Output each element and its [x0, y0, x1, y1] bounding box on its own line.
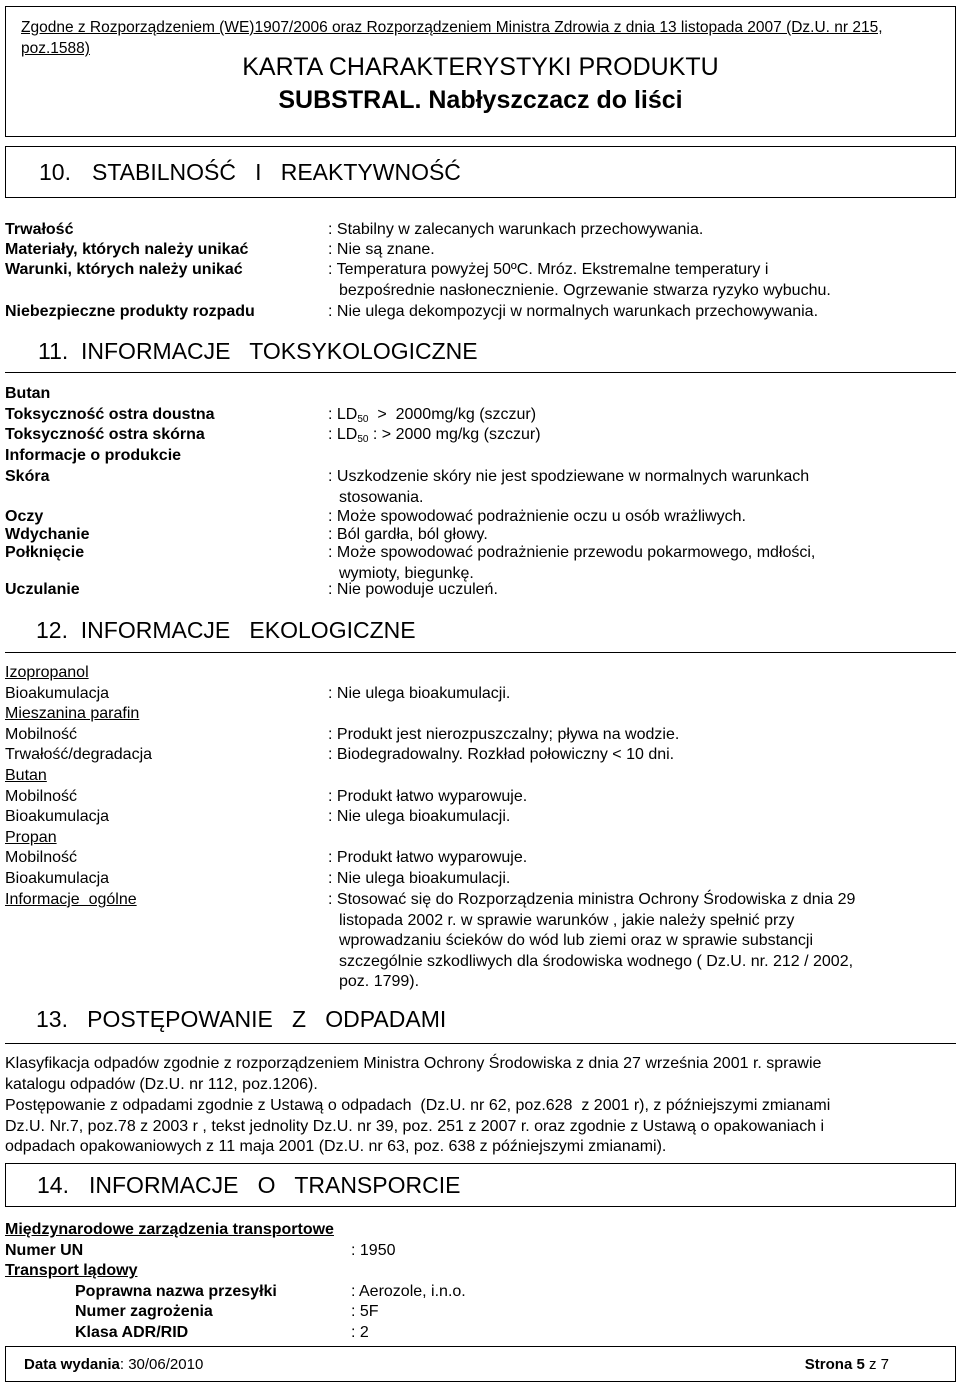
section-13-rule [5, 1043, 956, 1044]
s13-waste-handling: Postępowanie z odpadami zgodnie z Ustawą o odpadach (Dz.U. nr 62, poz.628 z 2001 r), z późniejszymi zmianami Dz.U. Nr.7, poz.78 z 2003 r , tekst jednolity Dz.U. nr 39, poz. 251 z 2007 r. oraz zgodnie z Ustawą o opakowaniach i odpadach opakowaniowych z 11 maja 2001 (Dz.U. nr 63, poz. 638 z późniejszymi zmianami). [5, 1097, 831, 1155]
page-number: Strona 5 z 7 [804, 1356, 889, 1373]
product-name: SUBSTRAL. Nabłyszczacz do liści [278, 86, 683, 114]
s13-waste-classification: Klasyfikacja odpadów zgodnie z rozporządzeniem Ministra Ochrony Środowiska z dnia 27 września 2001 r. sprawie katalogu odpadów (Dz.U. nr 112, poz.1206). [5, 1055, 822, 1093]
section-12-heading: 12. INFORMACJE EKOLOGICZNE [36, 617, 416, 643]
section-11-heading: 11. INFORMACJE TOKSYKOLOGICZNE [38, 338, 478, 364]
regulation-reference: Zgodne z Rozporządzeniem (WE)1907/2006 oraz Rozporządzeniem Ministra Zdrowia z dnia 13 listopada 2007 (Dz.U. nr 215, poz.1588) [21, 19, 883, 57]
document-title: KARTA CHARAKTERYSTYKI PRODUKTU [242, 53, 719, 81]
section-12-rule [5, 652, 956, 653]
page-footer [5, 1346, 956, 1382]
section-10-heading: 10. STABILNOŚĆ I REAKTYWNOŚĆ [5, 146, 956, 198]
section-11-rule [5, 372, 956, 373]
issue-date: Data wydania: 30/06/2010 [24, 1356, 204, 1373]
section-14-rule [5, 1206, 956, 1207]
section-13-heading: 13. POSTĘPOWANIE Z ODPADAMI [36, 1006, 447, 1032]
document-header [5, 6, 956, 137]
section-14-heading: 14. INFORMACJE O TRANSPORCIE [5, 1163, 956, 1206]
